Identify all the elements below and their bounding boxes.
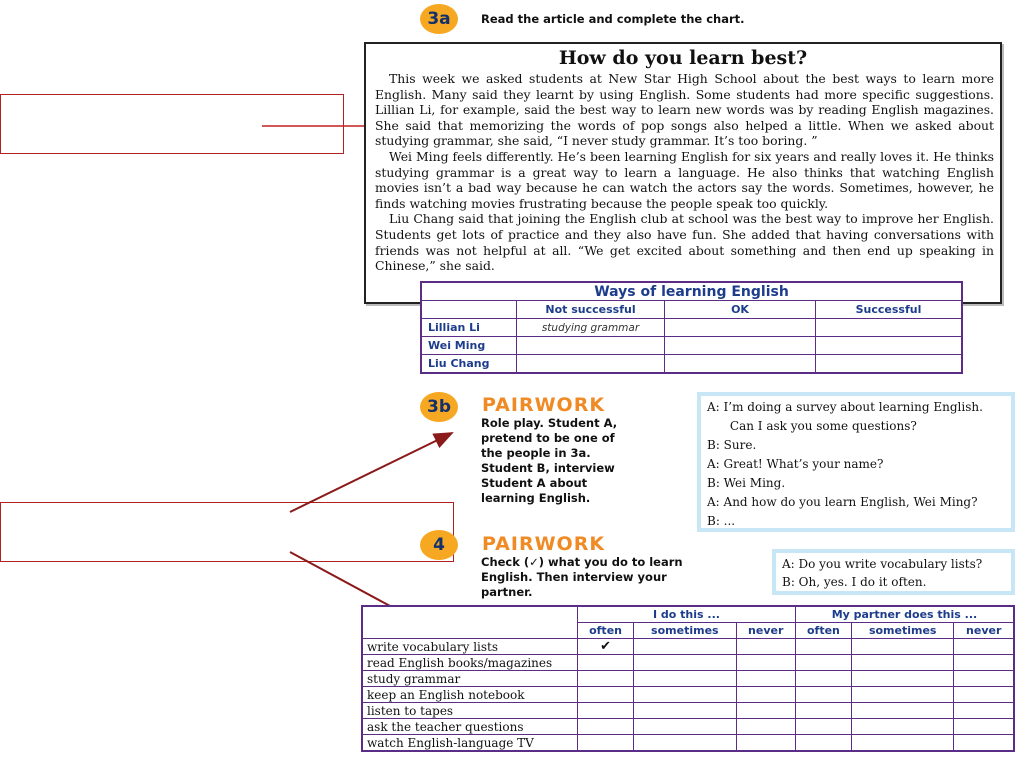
check-cell[interactable] bbox=[852, 639, 954, 655]
section-4-instructions bbox=[481, 555, 683, 600]
freq-header: never bbox=[954, 623, 1014, 639]
survey-table bbox=[361, 605, 1015, 752]
check-cell[interactable] bbox=[578, 687, 634, 703]
check-cell[interactable] bbox=[852, 719, 954, 735]
instruction-line: pretend to be one of bbox=[481, 431, 615, 445]
article-title: How do you learn best? bbox=[558, 47, 808, 69]
check-cell[interactable] bbox=[736, 687, 795, 703]
instruction-line: English. Then interview your bbox=[481, 570, 667, 584]
dialog-line: Can I ask you some questions? bbox=[707, 419, 917, 433]
chart-cell[interactable]: studying grammar bbox=[517, 319, 665, 337]
check-cell[interactable] bbox=[578, 655, 634, 671]
chart-cell[interactable] bbox=[517, 355, 665, 374]
check-cell[interactable] bbox=[852, 735, 954, 752]
check-cell[interactable] bbox=[795, 703, 851, 719]
check-cell[interactable] bbox=[795, 719, 851, 735]
instruction-line: partner. bbox=[481, 585, 533, 599]
survey-corner bbox=[362, 606, 578, 639]
survey-row bbox=[362, 639, 1014, 655]
check-cell[interactable] bbox=[954, 655, 1014, 671]
survey-row bbox=[362, 735, 1014, 752]
section-3b-heading: PAIRWORK bbox=[482, 394, 606, 416]
article-paragraph: Liu Chang said that joining the English club at school was the best way to improve her English. Students get lots of practice and they also have fun. She added that having conversations with friends was not helpful at all. “We get excited about something and then end up speaking in Chinese,” she said. bbox=[375, 211, 994, 274]
freq-header: often bbox=[578, 623, 634, 639]
chart-cell[interactable] bbox=[816, 355, 963, 374]
dialog-line: A: Great! What’s your name? bbox=[707, 457, 884, 471]
check-cell[interactable] bbox=[795, 671, 851, 687]
group-header-partner: My partner does this ... bbox=[795, 606, 1014, 623]
chart-cell[interactable] bbox=[665, 319, 816, 337]
activity-label: ask the teacher questions bbox=[362, 719, 578, 735]
freq-header: often bbox=[795, 623, 851, 639]
chart-corner bbox=[421, 301, 517, 319]
section-3b-badge: 3b bbox=[420, 392, 458, 422]
survey-row bbox=[362, 687, 1014, 703]
chart-col-header: Not successful bbox=[517, 301, 665, 319]
chart-cell[interactable] bbox=[665, 337, 816, 355]
check-cell[interactable] bbox=[736, 671, 795, 687]
freq-header: sometimes bbox=[634, 623, 736, 639]
dialog-line: B: Oh, yes. I do it often. bbox=[782, 575, 927, 589]
section-3a-badge: 3a bbox=[420, 4, 458, 34]
check-cell[interactable] bbox=[954, 735, 1014, 752]
dialog-line: B: Wei Ming. bbox=[707, 476, 786, 490]
activity-label: write vocabulary lists bbox=[362, 639, 578, 655]
section-3b-dialog bbox=[697, 392, 1015, 532]
section-3b-instructions bbox=[481, 416, 617, 506]
dialog-line: A: And how do you learn English, Wei Ming? bbox=[707, 495, 978, 509]
chart-title: Ways of learning English bbox=[421, 282, 962, 301]
check-cell[interactable] bbox=[578, 735, 634, 752]
check-cell[interactable] bbox=[795, 639, 851, 655]
check-cell[interactable] bbox=[852, 655, 954, 671]
instruction-line: the people in 3a. bbox=[481, 446, 591, 460]
check-cell[interactable] bbox=[954, 671, 1014, 687]
instruction-line: Role play. Student A, bbox=[481, 416, 618, 430]
check-cell[interactable] bbox=[954, 687, 1014, 703]
check-cell[interactable] bbox=[634, 719, 736, 735]
check-cell[interactable] bbox=[634, 703, 736, 719]
survey-row bbox=[362, 655, 1014, 671]
instruction-line: Check (✓) what you do to learn bbox=[481, 555, 683, 569]
article-card bbox=[364, 42, 1002, 304]
section-4-heading: PAIRWORK bbox=[482, 533, 606, 555]
check-cell[interactable] bbox=[795, 687, 851, 703]
chart-row bbox=[421, 355, 962, 374]
check-cell[interactable] bbox=[736, 719, 795, 735]
check-cell[interactable] bbox=[634, 671, 736, 687]
check-cell[interactable] bbox=[795, 655, 851, 671]
chart-row-name: Liu Chang bbox=[421, 355, 517, 374]
check-cell[interactable] bbox=[736, 703, 795, 719]
check-cell[interactable] bbox=[954, 639, 1014, 655]
chart-row bbox=[421, 337, 962, 355]
instruction-line: learning English. bbox=[481, 491, 591, 505]
section-4-dialog bbox=[772, 549, 1015, 595]
check-cell[interactable] bbox=[736, 655, 795, 671]
survey-row bbox=[362, 719, 1014, 735]
check-cell[interactable] bbox=[634, 639, 736, 655]
chart-col-header: OK bbox=[665, 301, 816, 319]
check-cell[interactable] bbox=[795, 735, 851, 752]
dialog-line: A: Do you write vocabulary lists? bbox=[782, 557, 983, 571]
chart-row bbox=[421, 319, 962, 337]
check-cell[interactable] bbox=[954, 719, 1014, 735]
arrow-to-pairwork-3b bbox=[290, 433, 452, 512]
check-cell[interactable] bbox=[634, 735, 736, 752]
chart-cell[interactable] bbox=[517, 337, 665, 355]
check-cell[interactable] bbox=[954, 703, 1014, 719]
freq-header: sometimes bbox=[852, 623, 954, 639]
survey-row bbox=[362, 703, 1014, 719]
section-4-badge: 4 bbox=[420, 530, 458, 560]
check-cell[interactable] bbox=[852, 671, 954, 687]
instruction-line: Student A about bbox=[481, 476, 588, 490]
activity-label: watch English-language TV bbox=[362, 735, 578, 752]
check-cell[interactable] bbox=[736, 735, 795, 752]
check-cell[interactable] bbox=[634, 655, 736, 671]
check-cell[interactable] bbox=[578, 703, 634, 719]
activity-label: study grammar bbox=[362, 671, 578, 687]
chart-cell[interactable] bbox=[816, 337, 963, 355]
activity-label: read English books/magazines bbox=[362, 655, 578, 671]
check-cell[interactable] bbox=[852, 687, 954, 703]
check-cell[interactable] bbox=[578, 671, 634, 687]
chart-row-name: Wei Ming bbox=[421, 337, 517, 355]
ways-of-learning-chart bbox=[420, 281, 963, 374]
freq-header: never bbox=[736, 623, 795, 639]
chart-cell[interactable] bbox=[816, 319, 963, 337]
check-cell[interactable] bbox=[634, 687, 736, 703]
group-header-self: I do this ... bbox=[578, 606, 796, 623]
check-cell[interactable]: ✔ bbox=[578, 639, 634, 655]
section-3a-instruction: Read the article and complete the chart. bbox=[481, 12, 745, 26]
chart-row-name: Lillian Li bbox=[421, 319, 517, 337]
activity-label: keep an English notebook bbox=[362, 687, 578, 703]
article-paragraph: Wei Ming feels differently. He’s been learning English for six years and really loves it. He thinks studying grammar is a great way to learn a language. He also thinks that watching English movies isn’t a bad way because he can watch the actors say the words. Sometimes, however, he finds watching movies frustrating because the people speak too quickly. bbox=[375, 148, 994, 211]
article-paragraph: This week we asked students at New Star High School about the best ways to learn more English. Many said they learnt by using English. Some students had more specific suggestions. Lillian Li, for example, said the best way to learn new words was by reading English magazines. She said that memorizing the words of pop songs also helped a little. When we asked about studying grammar, she said, “I never study grammar. It’s too boring. ” bbox=[375, 71, 994, 149]
chart-col-header: Successful bbox=[816, 301, 963, 319]
instruction-line: Student B, interview bbox=[481, 461, 615, 475]
survey-row bbox=[362, 671, 1014, 687]
dialog-line: B: Sure. bbox=[707, 438, 757, 452]
dialog-line: A: I’m doing a survey about learning English. bbox=[707, 400, 983, 414]
check-cell[interactable] bbox=[736, 639, 795, 655]
check-cell[interactable] bbox=[852, 703, 954, 719]
activity-label: listen to tapes bbox=[362, 703, 578, 719]
chart-cell[interactable] bbox=[665, 355, 816, 374]
dialog-line: B: ... bbox=[707, 514, 736, 528]
check-cell[interactable] bbox=[578, 719, 634, 735]
